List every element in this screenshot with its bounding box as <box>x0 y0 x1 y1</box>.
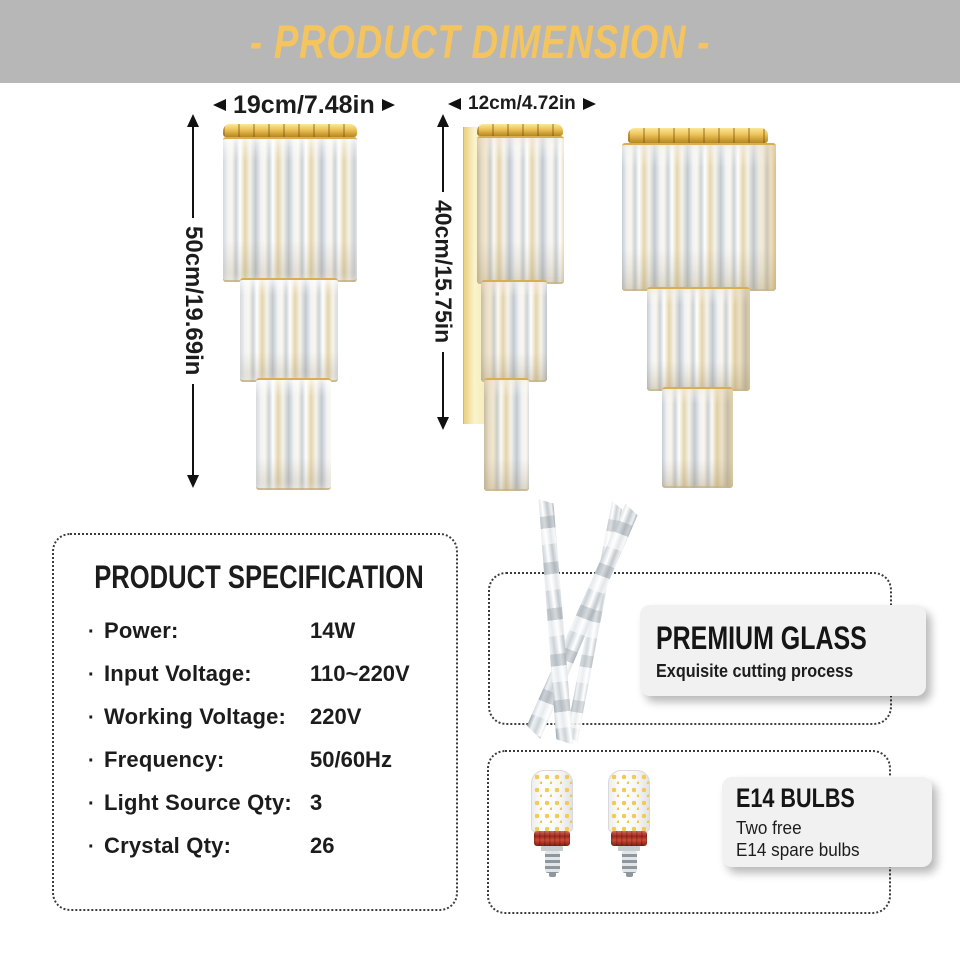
spec-label: Crystal Qty: <box>104 833 232 858</box>
bulb-glass <box>531 770 573 832</box>
lamp-tier-bottom <box>256 378 331 490</box>
bulb-tip <box>549 873 556 877</box>
lamp-crown <box>223 124 357 137</box>
spec-label: Frequency: <box>104 747 225 772</box>
dim-height-side <box>430 114 456 430</box>
bullet-icon: · <box>88 750 95 772</box>
lamp-tier-top <box>477 136 564 284</box>
dim-line <box>192 127 195 218</box>
lamp-tier-middle <box>481 280 547 382</box>
e14-bulbs-card <box>722 777 932 867</box>
bullet-icon: · <box>88 664 95 686</box>
spec-value: 220V <box>310 704 362 729</box>
spec-row <box>88 661 456 688</box>
arrow-up-icon <box>187 114 199 127</box>
lamp-tier-middle <box>240 278 338 382</box>
spec-row <box>88 790 456 817</box>
dim-width-side-label: 12cm/4.72in <box>468 93 576 114</box>
spec-row <box>88 618 456 645</box>
spec-label: Input Voltage: <box>104 661 252 686</box>
e14-bulbs-line1: Two free <box>736 818 802 838</box>
bulb-tip <box>626 873 633 877</box>
arrow-left-icon <box>448 98 461 110</box>
bulb-band <box>611 831 647 846</box>
arrow-up-icon <box>437 114 449 127</box>
bullet-icon: · <box>88 707 95 729</box>
spec-label: Light Source Qty: <box>104 790 292 815</box>
spec-label: Power: <box>104 618 179 643</box>
header-banner <box>0 0 960 83</box>
dim-height-front <box>180 114 206 488</box>
spec-value: 110~220V <box>310 661 410 686</box>
arrow-down-icon <box>437 417 449 430</box>
spec-title: PRODUCT SPECIFICATION <box>94 559 424 595</box>
bulb-screw-base <box>545 851 560 873</box>
premium-glass-subtitle: Exquisite cutting process <box>656 660 854 681</box>
bullet-icon: · <box>88 836 95 858</box>
spec-row <box>88 833 456 860</box>
lamp-tier-bottom <box>662 387 733 488</box>
e14-bulb <box>530 770 574 878</box>
lamp-tier-top <box>622 143 776 291</box>
arrow-right-icon <box>583 98 596 110</box>
bulb-glass <box>608 770 650 832</box>
dim-line <box>442 127 445 192</box>
lamp-tier-top <box>223 137 357 282</box>
spec-row <box>88 747 456 774</box>
spec-rows <box>54 618 456 860</box>
e14-bulbs-line2: E14 spare bulbs <box>736 840 860 860</box>
premium-glass-card <box>640 605 926 696</box>
arrow-down-icon <box>187 475 199 488</box>
lamp-crown <box>628 128 768 143</box>
spec-value: 26 <box>310 833 335 858</box>
dim-width-front-label: 19cm/7.48in <box>233 90 375 119</box>
premium-glass-title: PREMIUM GLASS <box>656 619 867 656</box>
dim-width-front <box>213 90 393 120</box>
arrow-left-icon <box>213 99 226 111</box>
lamp-crown <box>477 124 563 136</box>
dim-line <box>442 352 445 417</box>
spec-card <box>52 533 458 911</box>
spec-value: 50/60Hz <box>310 747 392 772</box>
bullet-icon: · <box>88 621 95 643</box>
spec-row <box>88 704 456 731</box>
lamp-tier-bottom <box>484 378 529 491</box>
dim-height-front-label: 50cm/19.69in <box>180 226 207 376</box>
spec-value: 14W <box>310 618 356 643</box>
e14-bulbs-title: E14 BULBS <box>736 783 855 813</box>
dim-width-side <box>448 92 576 116</box>
bulb-band <box>534 831 570 846</box>
page-title: - PRODUCT DIMENSION - <box>249 15 711 68</box>
spec-value: 3 <box>310 790 323 815</box>
bullet-icon: · <box>88 793 95 815</box>
dim-height-side-label: 40cm/15.75in <box>430 200 457 344</box>
arrow-right-icon <box>382 99 395 111</box>
dim-line <box>192 384 195 475</box>
bulb-screw-base <box>622 851 637 873</box>
spec-label: Working Voltage: <box>104 704 287 729</box>
lamp-tier-middle <box>647 287 750 391</box>
e14-bulb <box>607 770 651 878</box>
